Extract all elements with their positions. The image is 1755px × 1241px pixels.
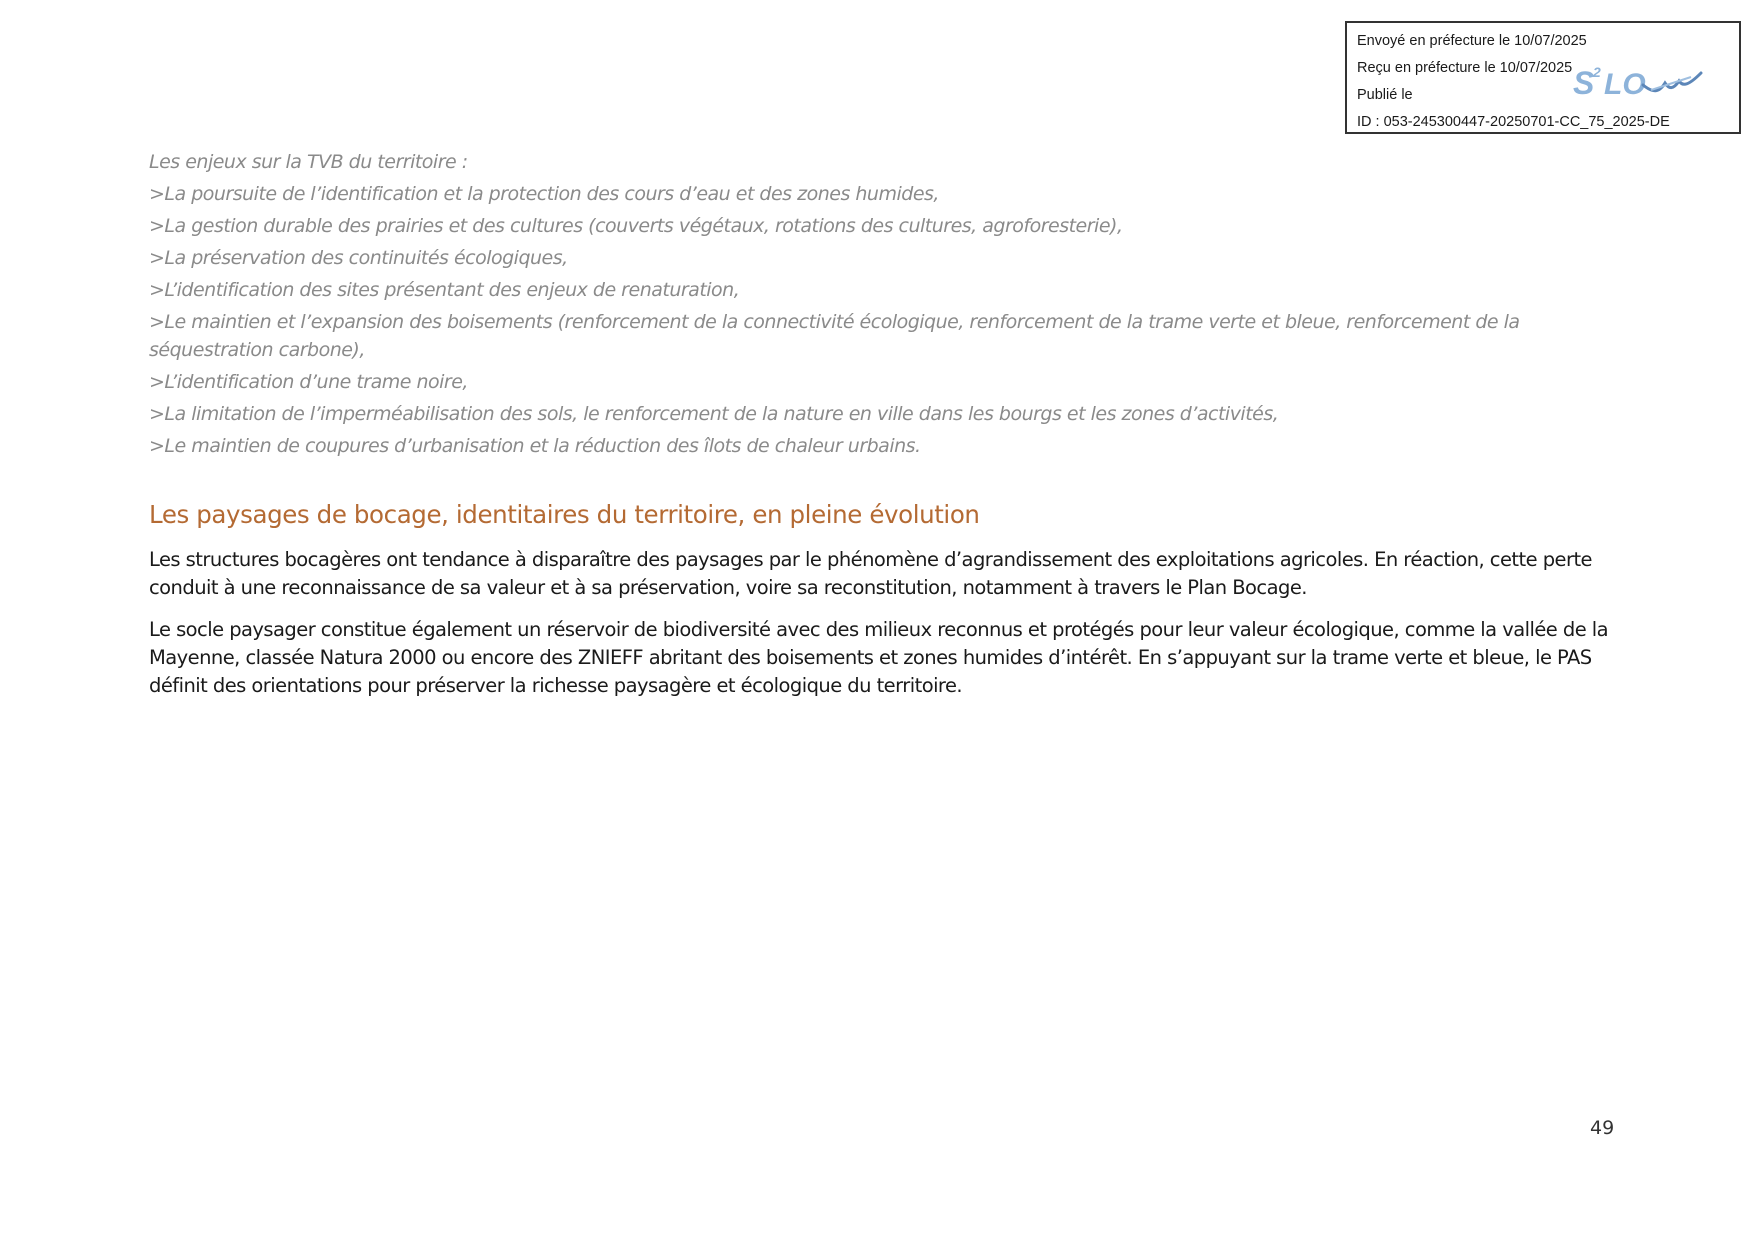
tvb-list-item	[149, 400, 1619, 428]
s2lo-logo-icon	[1573, 63, 1703, 99]
tvb-issues-list	[149, 148, 1619, 464]
tvb-list-item-text: Le maintien de coupures d’urbanisation et la réduction des îlots de chaleur urbains.	[164, 435, 921, 457]
stamp-sent-date: Envoyé en préfecture le 10/07/2025	[1357, 33, 1587, 49]
bullet-marker: >	[149, 311, 165, 333]
section-heading: Les paysages de bocage, identitaires du territoire, en pleine évolution	[149, 500, 980, 529]
bullet-marker: >	[149, 215, 165, 237]
bullet-marker: >	[149, 247, 165, 269]
body-paragraph: Les structures bocagères ont tendance à disparaître des paysages par le phénomène d’agrandissement des exploitations agricoles. En réaction, cette perte conduit à une reconnaissance de sa valeur et à sa préservation, voire sa reconstitution, notamment à travers le Plan Bocage.	[149, 548, 1593, 599]
tvb-list-item	[149, 212, 1619, 240]
bullet-marker: >	[149, 279, 165, 301]
tvb-list-item	[149, 368, 1619, 396]
tvb-list-item-text: L’identification d’une trame noire,	[164, 371, 468, 393]
tvb-list-item	[149, 180, 1619, 208]
prefecture-stamp	[1345, 21, 1741, 134]
tvb-list-item-text: Le maintien et l’expansion des boisements (renforcement de la connectivité écologique, renforcement de la trame verte et bleue, renforcement de la séquestration carbone),	[149, 311, 1520, 361]
tvb-list-item-text: La gestion durable des prairies et des cultures (couverts végétaux, rotations des cultures, agroforesterie),	[164, 215, 1123, 237]
bullet-marker: >	[149, 371, 165, 393]
stamp-received-date: Reçu en préfecture le 10/07/2025	[1357, 60, 1573, 76]
body-paragraph: Le socle paysager constitue également un réservoir de biodiversité avec des milieux reconnus et protégés pour leur valeur écologique, comme la vallée de la Mayenne, classée Natura 2000 ou encore des ZNIEFF abritant des boisements et zones humides d’intérêt. En s’appuyant sur la trame verte et bleue, le PAS définit des orientations pour préserver la richesse paysagère et écologique du territoire.	[149, 618, 1609, 697]
svg-text:LO: LO	[1604, 68, 1646, 99]
tvb-list-item	[149, 244, 1619, 272]
tvb-list-item	[149, 276, 1619, 304]
tvb-list-item-text: La limitation de l’imperméabilisation des sols, le renforcement de la nature en ville dans les bourgs et les zones d’activités,	[164, 403, 1279, 425]
svg-text:2: 2	[1593, 64, 1601, 80]
tvb-list-item	[149, 432, 1619, 460]
tvb-list-item-text: La poursuite de l’identification et la protection des cours d’eau et des zones humides,	[164, 183, 939, 205]
stamp-id: ID : 053-245300447-20250701-CC_75_2025-DE	[1357, 114, 1670, 130]
tvb-list-title: Les enjeux sur la TVB du territoire :	[149, 151, 468, 173]
tvb-list-item-text: L’identification des sites présentant des enjeux de renaturation,	[164, 279, 740, 301]
bullet-marker: >	[149, 435, 165, 457]
bullet-marker: >	[149, 403, 165, 425]
stamp-published: Publié le	[1357, 87, 1413, 103]
tvb-list-item	[149, 308, 1619, 364]
bullet-marker: >	[149, 183, 165, 205]
svg-text:S: S	[1573, 65, 1595, 99]
tvb-list-item-text: La préservation des continuités écologiques,	[164, 247, 568, 269]
page-number: 49	[1590, 1117, 1615, 1139]
